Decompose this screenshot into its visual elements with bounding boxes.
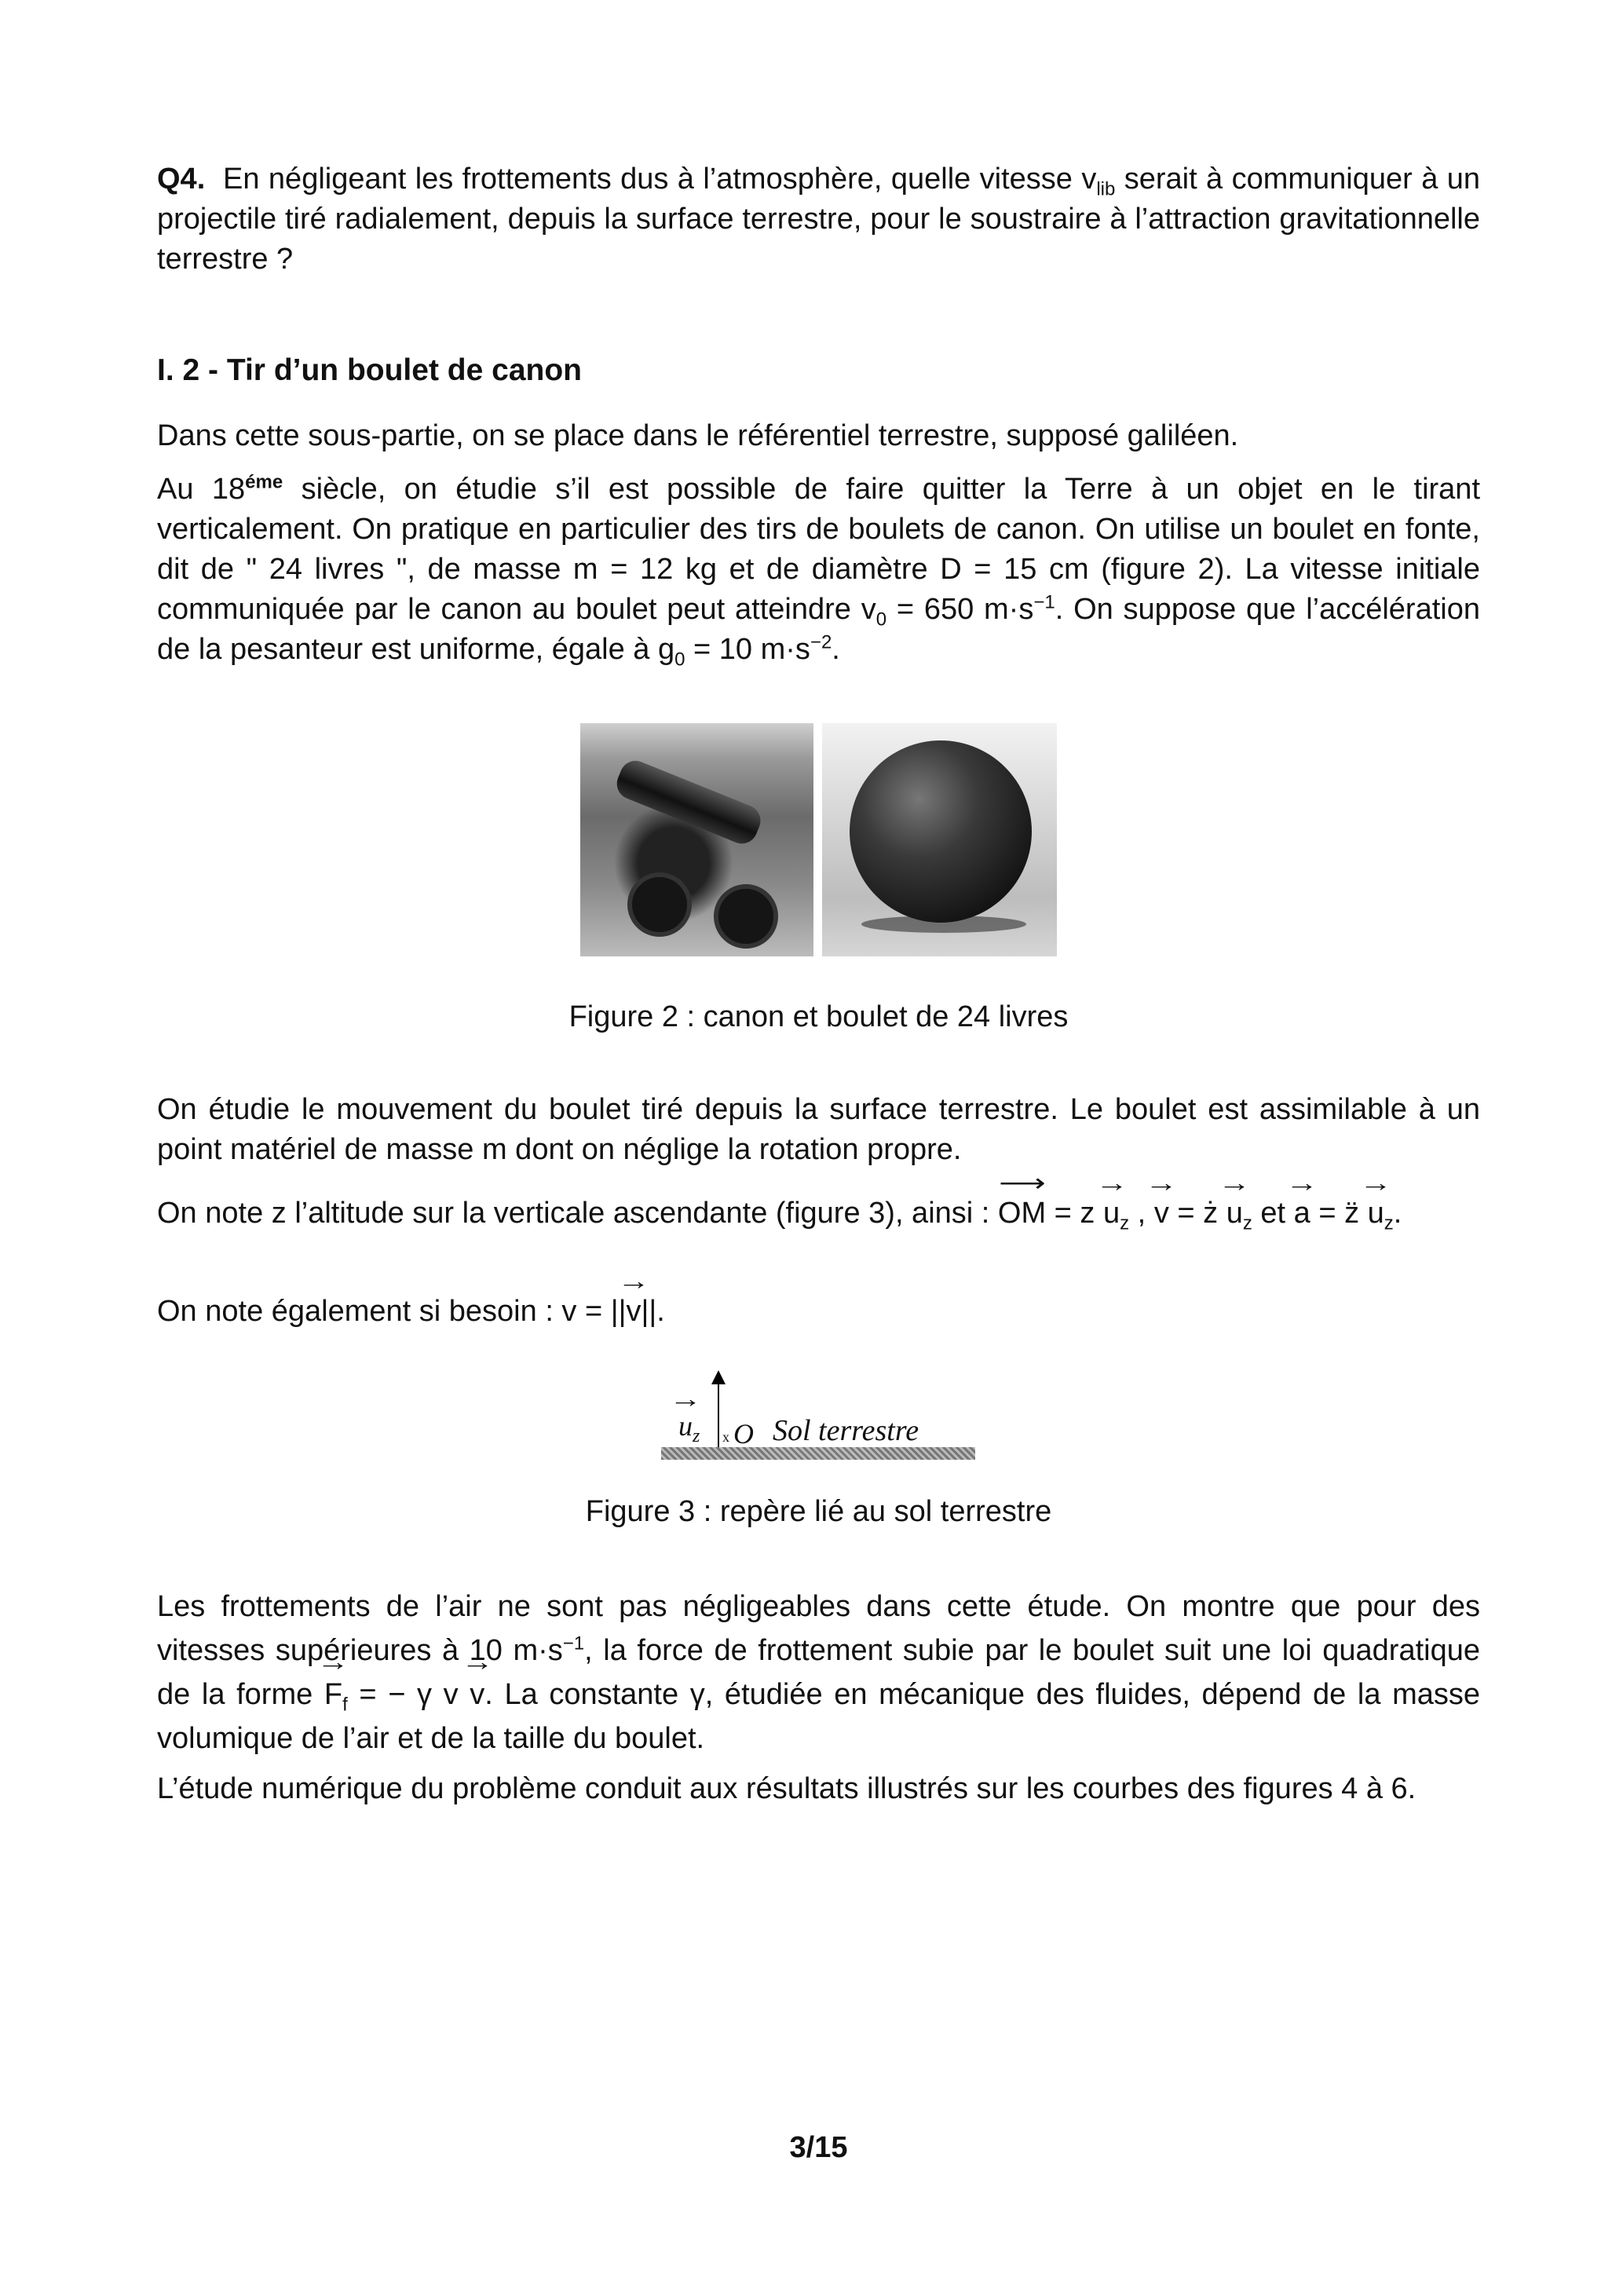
origin-label: O bbox=[733, 1418, 754, 1450]
ground-hatch bbox=[661, 1447, 975, 1460]
ground-label: Sol terrestre bbox=[773, 1414, 919, 1447]
vector-v: → v bbox=[470, 1673, 484, 1717]
caption-text: Figure 2 : canon et boulet de 24 livres bbox=[568, 1000, 1069, 1033]
section-title: I. 2 - Tir d’un boulet de canon bbox=[157, 353, 582, 387]
t: . bbox=[1393, 1197, 1402, 1230]
para3-text: On étudie le mouvement du boulet tiré depuis la surface terrestre. Le boulet est assimilable à un point matériel de masse m dont on néglige la rotation propre. bbox=[157, 1093, 1480, 1166]
t: → u bbox=[678, 1409, 693, 1442]
q4-text: En négligeant les frottements dus à l’atmosphère, quelle vitesse v bbox=[223, 163, 1097, 196]
origin-mark: x bbox=[722, 1429, 729, 1445]
page-number bbox=[157, 2128, 1480, 2168]
t: = 650 m·s bbox=[886, 593, 1034, 626]
t: On note z l’altitude sur la verticale ascendante (figure 3), ainsi : bbox=[157, 1197, 998, 1230]
t: −1 bbox=[1033, 591, 1055, 613]
t: f bbox=[342, 1694, 348, 1716]
t: z bbox=[1384, 1212, 1394, 1234]
t: On note également si besoin : v = || bbox=[157, 1295, 627, 1328]
t: 0 bbox=[674, 649, 685, 671]
paragraph-2 bbox=[157, 470, 1480, 670]
figure3-caption bbox=[157, 1492, 1480, 1532]
para7-text: L’étude numérique du problème conduit aux résultats illustrés sur les courbes des figures 4 à 6. bbox=[157, 1772, 1416, 1805]
t: . On suppose que l’accélération de la pesanteur est uniforme, égale à g bbox=[157, 593, 1480, 666]
t: Au 18 bbox=[157, 473, 246, 506]
para1-text: Dans cette sous-partie, on se place dans le référentiel terrestre, supposé galiléen. bbox=[157, 419, 1239, 452]
vector-f: → F bbox=[324, 1673, 342, 1717]
vector-a: → a bbox=[1294, 1194, 1310, 1234]
q4-text-end: serait à communiquer à un projectile tiré radialement, depuis la surface terrestre, pour le soustraire à l’attraction gravitationnelle terrestre ? bbox=[157, 163, 1480, 276]
paragraph-3 bbox=[157, 1090, 1480, 1170]
unit-vector-label bbox=[678, 1409, 700, 1447]
paragraph-6 bbox=[157, 1585, 1480, 1760]
page-number-text: 3/15 bbox=[789, 2131, 848, 2164]
section-heading bbox=[157, 350, 1480, 390]
t: = 10 m·s bbox=[685, 633, 810, 666]
t: et bbox=[1252, 1197, 1294, 1230]
cannonball-photo bbox=[822, 723, 1057, 956]
t: z bbox=[693, 1426, 700, 1447]
figure3-diagram bbox=[661, 1370, 975, 1464]
question-label: Q4. bbox=[157, 163, 206, 196]
paragraph-4 bbox=[157, 1194, 1480, 1234]
vector-u: → u bbox=[1368, 1194, 1384, 1234]
question-q4 bbox=[157, 159, 1480, 280]
vector-om: ⟶ OM bbox=[998, 1194, 1046, 1234]
t: = z bbox=[1046, 1197, 1103, 1230]
t: = z̈ bbox=[1310, 1197, 1368, 1230]
t: éme bbox=[245, 471, 283, 493]
t: 0 bbox=[875, 609, 887, 631]
t: . bbox=[832, 633, 840, 666]
paragraph-5 bbox=[157, 1292, 1480, 1332]
t: = − γ v bbox=[347, 1678, 470, 1711]
t: , bbox=[1129, 1197, 1154, 1230]
vector-v: → v bbox=[626, 1292, 641, 1332]
t: . La constante γ, étudiée en mécanique des fluides, dépend de la masse volumique de l’air et de la taille du boulet. bbox=[157, 1678, 1481, 1755]
vector-v: → v bbox=[1154, 1194, 1169, 1234]
z-axis bbox=[718, 1378, 719, 1447]
t: z bbox=[1242, 1212, 1252, 1234]
figure2-caption bbox=[157, 997, 1480, 1037]
t: ||. bbox=[641, 1295, 665, 1328]
paragraph-1 bbox=[157, 416, 1480, 456]
vector-u: → u bbox=[1226, 1194, 1243, 1234]
q4-sub: lib bbox=[1096, 178, 1116, 200]
t: −2 bbox=[810, 631, 832, 653]
cannon-photo bbox=[580, 723, 813, 956]
vector-u: → u bbox=[1103, 1194, 1120, 1234]
caption-text: Figure 3 : repère lié au sol terrestre bbox=[585, 1495, 1052, 1528]
t: Les frottements de l’air ne sont pas négligeables dans cette étude. On montre que pour des vitesses supérieures à 10 m·s bbox=[157, 1590, 1480, 1667]
t: = ż bbox=[1168, 1197, 1226, 1230]
t: −1 bbox=[562, 1632, 585, 1654]
t: siècle, on étudie s’il est possible de faire quitter la Terre à un objet en le tirant verticalement. On pratique en particulier des tirs de boulets de canon. On utilise un boulet en fonte, dit de " 24 livres ", de masse m = 12 kg et de diamètre D = 15 cm (figure 2). La vitesse initiale communiquée par le canon au boulet peut atteindre v bbox=[157, 473, 1481, 626]
t: z bbox=[1120, 1212, 1130, 1234]
paragraph-7 bbox=[157, 1769, 1480, 1809]
t: , la force de frottement subie par le boulet suit une loi quadratique de la forme bbox=[157, 1634, 1480, 1711]
